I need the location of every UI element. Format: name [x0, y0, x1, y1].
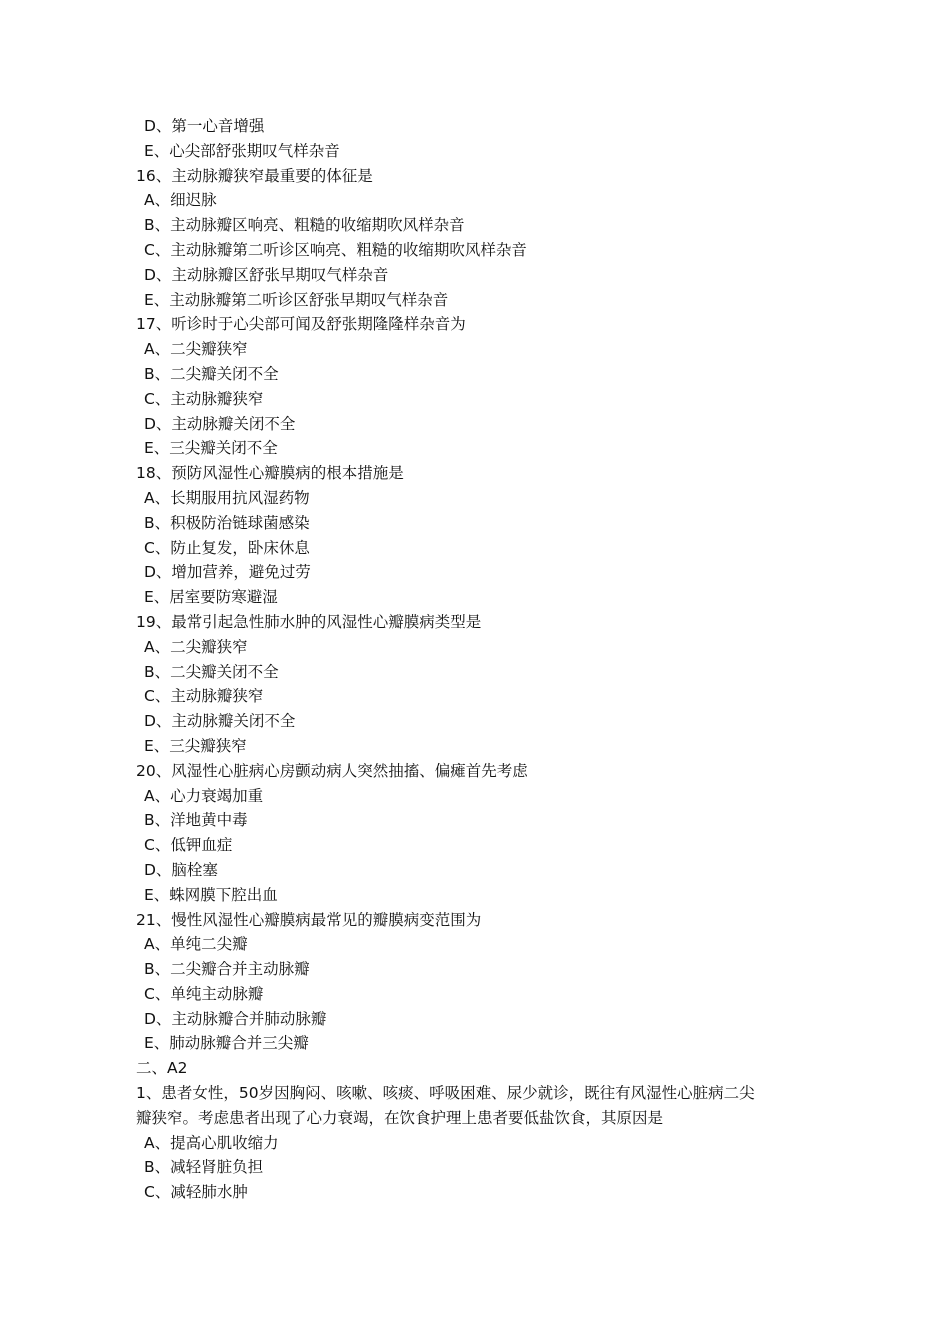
- question-line: 18、预防风湿性心瓣膜病的根本措施是: [136, 464, 404, 483]
- answer-option: A、细迟脉: [144, 191, 217, 210]
- answer-option: E、主动脉瓣第二听诊区舒张早期叹气样杂音: [144, 290, 449, 309]
- answer-option: A、二尖瓣狭窄: [144, 340, 248, 359]
- answer-option: B、主动脉瓣区响亮、粗糙的收缩期吹风样杂音: [144, 216, 465, 235]
- answer-option: B、二尖瓣合并主动脉瓣: [144, 960, 310, 979]
- answer-option: A、提高心肌收缩力: [144, 1133, 279, 1152]
- answer-option: D、主动脉瓣关闭不全: [144, 712, 296, 731]
- question-line: 19、最常引起急性肺水肿的风湿性心瓣膜病类型是: [136, 612, 482, 631]
- answer-option: D、主动脉瓣关闭不全: [144, 414, 296, 433]
- question-line: 21、慢性风湿性心瓣膜病最常见的瓣膜病变范围为: [136, 910, 482, 929]
- answer-option: E、蛛网膜下腔出血: [144, 885, 278, 904]
- answer-option: A、长期服用抗风湿药物: [144, 488, 310, 507]
- answer-option: C、低钾血症: [144, 836, 233, 855]
- answer-option: E、肺动脉瓣合并三尖瓣: [144, 1034, 309, 1053]
- answer-option: C、单纯主动脉瓣: [144, 984, 264, 1003]
- question-line: 20、风湿性心脏病心房颤动病人突然抽搐、偏瘫首先考虑: [136, 761, 528, 780]
- answer-option: C、主动脉瓣狭窄: [144, 389, 264, 408]
- answer-option: C、主动脉瓣第二听诊区响亮、粗糙的收缩期吹风样杂音: [144, 240, 527, 259]
- answer-option: D、增加营养，避免过劳: [144, 563, 311, 582]
- answer-option: A、二尖瓣狭窄: [144, 637, 248, 656]
- answer-option: B、二尖瓣关闭不全: [144, 662, 279, 681]
- question-line: 1、患者女性，50岁因胸闷、咳嗽、咳痰、呼吸困难、尿少就诊，既往有风湿性心脏病二尖: [136, 1084, 755, 1103]
- answer-option: D、第一心音增强: [144, 117, 265, 135]
- answer-option: D、脑栓塞: [144, 860, 218, 879]
- answer-option: B、二尖瓣关闭不全: [144, 364, 279, 383]
- answer-option: D、主动脉瓣合并肺动脉瓣: [144, 1009, 327, 1028]
- answer-option: E、三尖瓣狭窄: [144, 736, 247, 755]
- answer-option: B、减轻肾脏负担: [144, 1158, 264, 1177]
- answer-option: A、心力衰竭加重: [144, 786, 264, 805]
- answer-option: A、单纯二尖瓣: [144, 935, 248, 954]
- question-line: 二、A2: [136, 1059, 188, 1078]
- answer-option: E、心尖部舒张期叹气样杂音: [144, 141, 340, 160]
- answer-option: B、积极防治链球菌感染: [144, 513, 310, 532]
- answer-option: D、主动脉瓣区舒张早期叹气样杂音: [144, 265, 389, 284]
- answer-option: C、防止复发，卧床休息: [144, 538, 310, 557]
- answer-option: C、主动脉瓣狭窄: [144, 687, 264, 706]
- answer-option: E、居室要防寒避湿: [144, 588, 278, 607]
- answer-option: C、减轻肺水肿: [144, 1183, 248, 1202]
- answer-option: B、洋地黄中毒: [144, 811, 248, 830]
- document-body: [136, 114, 826, 1205]
- question-line: 17、听诊时于心尖部可闻及舒张期隆隆样杂音为: [136, 315, 466, 334]
- question-line: 瓣狭窄。考虑患者出现了心力衰竭，在饮食护理上患者要低盐饮食，其原因是: [136, 1108, 664, 1127]
- question-line: 16、主动脉瓣狭窄最重要的体征是: [136, 166, 373, 185]
- answer-option: E、三尖瓣关闭不全: [144, 439, 278, 458]
